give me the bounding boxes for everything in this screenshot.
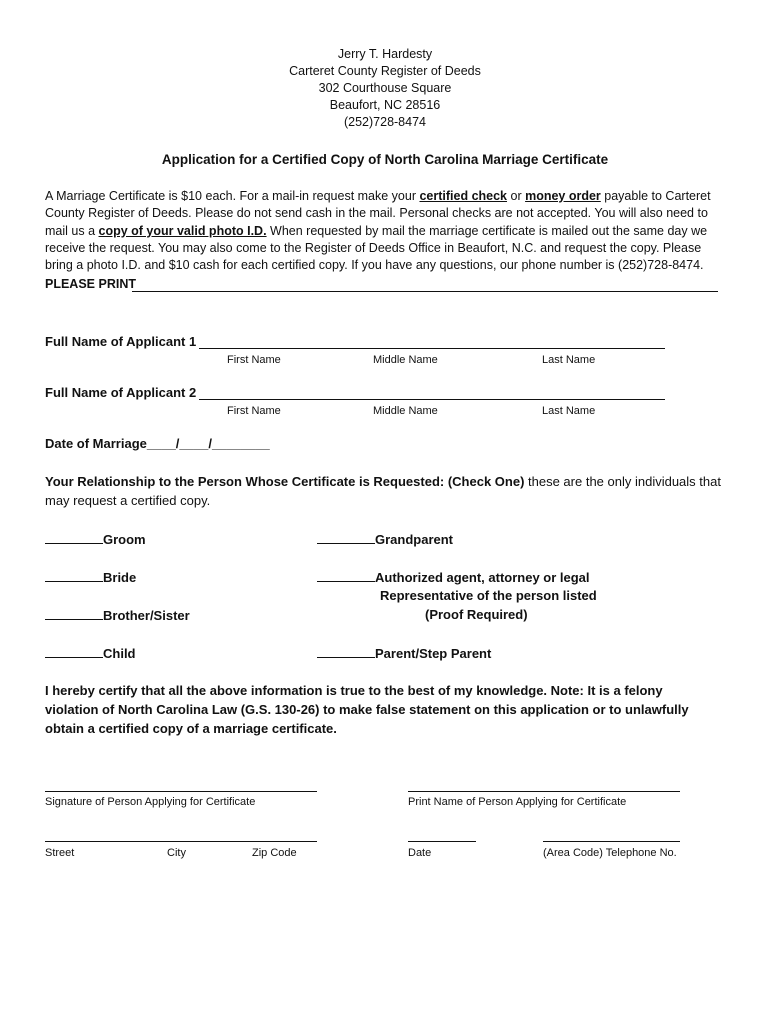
signature-field[interactable] (45, 791, 317, 792)
agent-label-2: Representative of the person listed (380, 588, 597, 603)
relationship-heading: Your Relationship to the Person Whose Certificate is Requested: (Check One) (45, 474, 525, 489)
brother-sister-checkbox[interactable] (45, 606, 103, 620)
child-checkbox[interactable] (45, 644, 103, 658)
date-of-marriage-field[interactable]: ____/____/________ (146, 436, 270, 451)
city-label: City (167, 847, 186, 859)
applicant2-middle-name: Middle Name (373, 405, 438, 417)
agent-label-1: Authorized agent, attorney or legal (375, 570, 590, 585)
groom-label: Groom (103, 532, 146, 547)
telephone-label: (Area Code) Telephone No. (543, 847, 677, 859)
applicant1-middle-name: Middle Name (373, 354, 438, 366)
applicant1-label: Full Name of Applicant 1 (45, 334, 197, 349)
applicant2-label: Full Name of Applicant 2 (45, 385, 197, 400)
date-field[interactable] (408, 841, 476, 842)
certified-check-text: certified check (419, 189, 508, 203)
child-label: Child (103, 646, 136, 661)
money-order-text: money order (525, 189, 601, 203)
intro-text-1: A Marriage Certificate is $10 each. For a mail-in request make your (45, 189, 420, 203)
groom-option[interactable] (45, 530, 146, 548)
header-office: Carteret County Register of Deeds (289, 64, 481, 78)
grandparent-option[interactable] (317, 530, 453, 548)
parent-label: Parent/Step Parent (375, 646, 492, 661)
address-field[interactable] (45, 841, 317, 842)
brother-sister-label: Brother/Sister (103, 608, 190, 623)
intro-paragraph (45, 188, 723, 274)
bride-label: Bride (103, 570, 137, 585)
print-name-field[interactable] (408, 791, 680, 792)
intro-or: or (507, 189, 526, 203)
grandparent-label: Grandparent (375, 532, 454, 547)
parent-checkbox[interactable] (317, 644, 375, 658)
agent-checkbox[interactable] (317, 568, 375, 582)
applicant1-name-field[interactable] (199, 348, 665, 349)
header-name: Jerry T. Hardesty (337, 47, 433, 61)
signature-label: Signature of Person Applying for Certificate (45, 796, 256, 808)
header-street: 302 Courthouse Square (318, 81, 452, 95)
telephone-field[interactable] (543, 841, 680, 842)
relationship-question (45, 472, 725, 510)
applicant2-name-field[interactable] (199, 399, 665, 400)
please-print-line[interactable] (132, 291, 718, 292)
agent-proof-required: (Proof Required) (425, 607, 528, 622)
relationship-note: these are the only individuals that may request a certified copy. (45, 474, 721, 508)
applicant2-last-name: Last Name (542, 405, 596, 417)
header-city: Beaufort, NC 28516 (329, 98, 441, 112)
date-of-marriage-label: Date of Marriage (45, 436, 147, 451)
zip-label: Zip Code (252, 847, 297, 859)
applicant1-last-name: Last Name (542, 354, 596, 366)
brother-sister-option[interactable] (45, 606, 190, 624)
intro-text-2: payable to Carteret County Register of Deeds. Please do not send cash in the mail. Personal checks are not accepted. You will also need to mail us a (45, 189, 711, 238)
bride-checkbox[interactable] (45, 568, 103, 582)
child-option[interactable] (45, 644, 136, 662)
parent-option[interactable] (317, 644, 491, 662)
intro-text-3: When requested by mail the marriage certificate is mailed out the same day we receive the request. You may also come to the Register of Deeds Office in Beaufort, N.C. and request the copy. Please bring a photo I.D. and $10 cash for each certified copy. If you have any questions, our phone number is (252)728-8474. (45, 223, 708, 273)
page-title: Application for a Certified Copy of North Carolina Marriage Certificate (161, 152, 609, 167)
applicant2-first-name: First Name (227, 405, 281, 417)
agent-option[interactable] (317, 568, 590, 586)
date-of-marriage (45, 435, 270, 452)
groom-checkbox[interactable] (45, 530, 103, 544)
photo-id-text: copy of your valid photo I.D. (98, 223, 267, 238)
print-name-label: Print Name of Person Applying for Certificate (408, 796, 627, 808)
bride-option[interactable] (45, 568, 136, 586)
street-label: Street (45, 847, 75, 859)
certification-statement: I hereby certify that all the above information is true to the best of my knowledge. Note: It is a felony violation of North Carolina Law (G.S. 130-26) to make false statement on this application or to unlawfully obtain a certified copy of a marriage certificate. (45, 683, 689, 736)
date-label: Date (408, 847, 432, 859)
applicant1-first-name: First Name (227, 354, 281, 366)
please-print-label: PLEASE PRINT (45, 277, 136, 291)
grandparent-checkbox[interactable] (317, 530, 375, 544)
header-phone: (252)728-8474 (343, 115, 426, 129)
